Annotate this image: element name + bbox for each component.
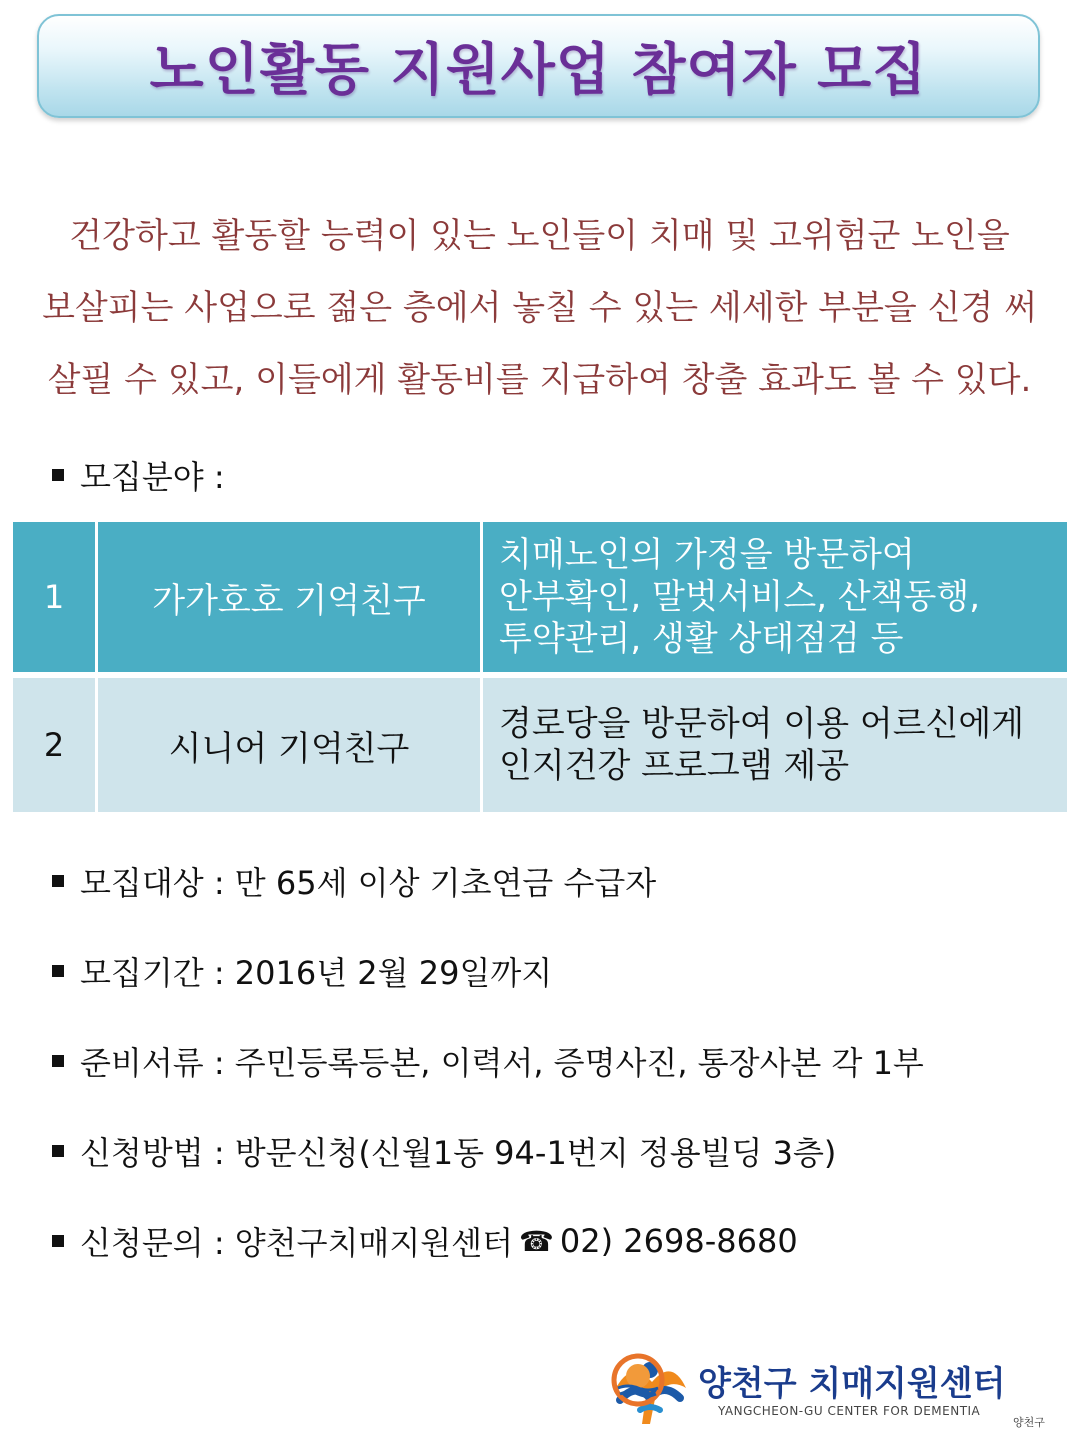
title-banner xyxy=(37,14,1040,118)
bullet-icon xyxy=(52,1055,64,1067)
intro-line: 살필 수 있고, 이들에게 활동비를 지급하여 창출 효과도 볼 수 있다. xyxy=(47,360,1032,400)
table-row xyxy=(13,522,1067,678)
phone-number: 02) 2698-8680 xyxy=(559,1222,798,1260)
bullet-icon xyxy=(52,875,64,887)
intro-line: 건강하고 활동할 능력이 있는 노인들이 치매 및 고위험군 노인을 xyxy=(69,216,1010,256)
field-name: 시니어 기억친구 xyxy=(98,678,483,812)
detail-method: 신청방법 : 방문신청(신월1동 94-1번지 정용빌딩 3층) xyxy=(52,1128,836,1174)
bullet-icon xyxy=(52,469,64,481)
field-number: 2 xyxy=(13,678,98,812)
detail-documents: 준비서류 : 주민등록등본, 이력서, 증명사진, 통장사본 각 1부 xyxy=(52,1038,924,1084)
page-title: 노인활동 지원사업 참여자 모집 xyxy=(149,38,928,103)
field-number: 1 xyxy=(13,522,98,678)
bullet-icon xyxy=(52,1235,64,1247)
field-description: 경로당을 방문하여 이용 어르신에게 인지건강 프로그램 제공 xyxy=(483,678,1067,812)
intro-line: 보살피는 사업으로 젊은 층에서 놓칠 수 있는 세세한 부분을 신경 써 xyxy=(42,288,1037,328)
gu-name: 양천구 xyxy=(1013,1416,1045,1429)
footer-logo-area xyxy=(610,1352,1070,1427)
center-name: 양천구 치매지원센터 xyxy=(698,1364,1006,1404)
detail-period: 모집기간 : 2016년 2월 29일까지 xyxy=(52,948,552,994)
intro-paragraph xyxy=(20,200,1059,416)
field-name: 가가호호 기억친구 xyxy=(98,522,483,678)
bullet-icon xyxy=(52,965,64,977)
detail-contact: 신청문의 : 양천구치매지원센터 ☎ 02) 2698-8680 xyxy=(52,1218,798,1264)
table-row xyxy=(13,678,1067,812)
field-description: 치매노인의 가정을 방문하여 안부확인, 말벗서비스, 산책동행, 투약관리, 생활 상태점검 등 xyxy=(483,522,1067,678)
yangcheon-gu-emblem-icon xyxy=(610,1352,666,1410)
bullet-icon xyxy=(52,1145,64,1157)
recruit-fields-table xyxy=(13,522,1067,812)
recruit-field-label: 모집분야 : xyxy=(52,452,225,498)
phone-icon: ☎ xyxy=(518,1224,554,1258)
center-name-english: YANGCHEON-GU CENTER FOR DEMENTIA xyxy=(718,1404,981,1418)
detail-target: 모집대상 : 만 65세 이상 기초연금 수급자 xyxy=(52,858,656,904)
